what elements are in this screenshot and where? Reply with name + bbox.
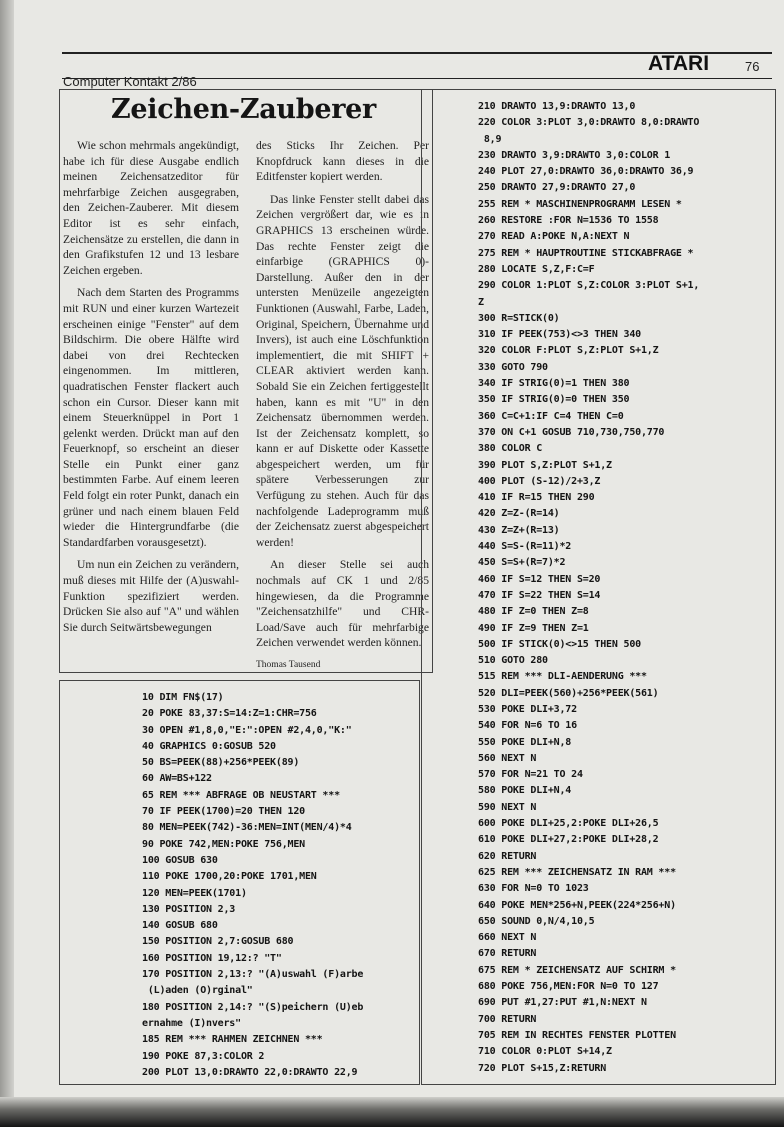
code-line: 330 GOTO 790 (478, 361, 548, 373)
code-line: 8,9 (478, 133, 502, 145)
code-line: 680 POKE 756,MEN:FOR N=0 TO 127 (478, 981, 659, 993)
code-line: 370 ON C+1 GOSUB 710,730,750,770 (478, 426, 665, 438)
code-line: 350 IF STRIG(0)=0 THEN 350 (478, 394, 630, 406)
paragraph: Das linke Fenster stellt dabei das Zeichen vergrößert dar, wie es in GRAPHICS 13 erscheinen würde. Das rechte Fenster zeigt die einfarbige (GRAPHICS 0)-Darstellung. Außer den in der untersten Menüzeile angezeigten Funktionen (Auswahl, Farbe, Laden, Original, Speichern, Übernahme und Invers), ist auch eine Löschfunktion implementiert, die mit SHIFT + CLEAR aktiviert werden kann. Sobald Sie ein Zeichen fertiggestellt haben, kann es mit "U" in den Zeichensatz übernommen werden. Ist der Zeichensatz komplett, so kann er auf Diskette oder Kassette abgespeichert werden, um für spätere Verbesserungen zur Verfügung zu stehen. Auch für das nachfolgende Ladeprogramm muß der Zeichensatz zuerst abgespeichert werden! (256, 192, 429, 549)
code-line: 30 OPEN #1,8,0,"E:":OPEN #2,4,0,"K:" (142, 724, 352, 736)
code-line: 490 IF Z=9 THEN Z=1 (478, 622, 589, 634)
section-title: ATARI (648, 52, 710, 75)
code-line: 630 FOR N=0 TO 1023 (478, 883, 589, 895)
code-line: 130 POSITION 2,3 (142, 903, 236, 915)
code-line: 80 MEN=PEEK(742)-36:MEN=INT(MEN/4)*4 (142, 822, 352, 834)
code-line: 580 POKE DLI+N,4 (478, 785, 572, 797)
code-line: 550 POKE DLI+N,8 (478, 736, 572, 748)
code-line: 320 COLOR F:PLOT S,Z:PLOT S+1,Z (478, 345, 659, 357)
paragraph: Nach dem Starten des Programms mit RUN und einer kurzen Wartezeit erscheinen einige "Fenster" auf dem Bildschirm. Die obere Hälfte wird dabei von drei Rechtecken eingenommen. Im mittleren, quadratischen Fenster flackert auch schon ein Cursor. Dieser kann mit einem Steuerknüppel in Port 1 gelenkt werden. Drückt man auf den Feuerknopf, so erscheint an dieser Stelle ein Punkt einer ganz bestimmten Farbe. Auf einem leeren Feld folgt ein roter Punkt, danach ein grüner und nach einem blauen Feld wieder die Hintergrundfarbe (die Standardfarben vorausgesetzt). (63, 286, 239, 549)
code-line: 720 PLOT S+15,Z:RETURN (478, 1062, 607, 1074)
code-line: 670 RETURN (478, 948, 537, 960)
code-line: (L)aden (O)rginal" (142, 985, 253, 997)
code-line: 430 Z=Z+(R=13) (478, 524, 560, 536)
code-line: 600 POKE DLI+25,2:POKE DLI+26,5 (478, 818, 659, 830)
code-line: 200 PLOT 13,0:DRAWTO 22,0:DRAWTO 22,9 (142, 1066, 358, 1078)
code-line: 390 PLOT S,Z:PLOT S+1,Z (478, 459, 612, 471)
code-line: 120 MEN=PEEK(1701) (142, 887, 247, 899)
code-line: 300 R=STICK(0) (478, 312, 560, 324)
code-line: 660 NEXT N (478, 932, 537, 944)
code-line: 480 IF Z=0 THEN Z=8 (478, 606, 589, 618)
code-line: 700 RETURN (478, 1013, 537, 1025)
code-line: 515 REM *** DLI-AENDERUNG *** (478, 671, 647, 683)
code-line: 540 FOR N=6 TO 16 (478, 720, 577, 732)
article-column-2 (256, 138, 429, 681)
code-line: 65 REM *** ABFRAGE OB NEUSTART *** (142, 789, 340, 801)
code-line: 270 READ A:POKE N,A:NEXT N (478, 231, 630, 243)
code-line: 160 POSITION 19,12:? "T" (142, 952, 282, 964)
code-line: 180 POSITION 2,14:? "(S)peichern (U)eb (142, 1001, 364, 1013)
code-line: ernahme (I)nvers" (142, 1017, 241, 1029)
code-line: 440 S=S-(R=11)*2 (478, 541, 572, 553)
code-line: Z (478, 296, 484, 308)
code-line: 640 POKE MEN*256+N,PEEK(224*256+N) (478, 899, 676, 911)
code-line: 530 POKE DLI+3,72 (478, 703, 577, 715)
author-name: Thomas Tausend (256, 660, 321, 670)
code-line: 610 POKE DLI+27,2:POKE DLI+28,2 (478, 834, 659, 846)
page-number: 76 (745, 59, 760, 74)
article-title: Zeichen-Zauberer (111, 94, 376, 125)
code-line: 570 FOR N=21 TO 24 (478, 769, 583, 781)
code-line: 260 RESTORE :FOR N=1536 TO 1558 (478, 215, 659, 227)
code-line: 230 DRAWTO 3,9:DRAWTO 3,0:COLOR 1 (478, 149, 671, 161)
code-line: 90 POKE 742,MEN:POKE 756,MEN (142, 838, 305, 850)
code-line: 60 AW=BS+122 (142, 773, 212, 785)
code-line: 620 RETURN (478, 850, 537, 862)
magazine-issue: Computer Kontakt 2/86 (63, 74, 197, 89)
code-line: 500 IF STICK(0)<>15 THEN 500 (478, 638, 641, 650)
code-line: 650 SOUND 0,N/4,10,5 (478, 915, 595, 927)
code-line: 460 IF S=12 THEN S=20 (478, 573, 601, 585)
code-line: 400 PLOT (S-12)/2+3,Z (478, 475, 601, 487)
code-line: 280 LOCATE S,Z,F:C=F (478, 263, 595, 275)
code-line: 710 COLOR 0:PLOT S+14,Z (478, 1046, 612, 1058)
code-line: 250 DRAWTO 27,9:DRAWTO 27,0 (478, 182, 636, 194)
code-line: 310 IF PEEK(753)<>3 THEN 340 (478, 329, 641, 341)
code-listing-right (478, 99, 699, 1077)
code-line: 70 IF PEEK(1700)=20 THEN 120 (142, 806, 305, 818)
code-line: 520 DLI=PEEK(560)+256*PEEK(561) (478, 687, 659, 699)
code-line: 410 IF R=15 THEN 290 (478, 492, 595, 504)
code-line: 150 POSITION 2,7:GOSUB 680 (142, 936, 294, 948)
code-line: 240 PLOT 27,0:DRAWTO 36,0:DRAWTO 36,9 (478, 166, 694, 178)
code-line: 590 NEXT N (478, 801, 537, 813)
code-line: 290 COLOR 1:PLOT S,Z:COLOR 3:PLOT S+1, (478, 280, 700, 292)
paragraph: Um nun ein Zeichen zu verändern, muß dieses mit Hilfe der (A)uswahl-Funktion spezifiziert werden. Drücken Sie also auf "A" und wählen Sie durch Seitwärtsbewegungen (63, 558, 239, 634)
code-line: 420 Z=Z-(R=14) (478, 508, 560, 520)
code-line: 210 DRAWTO 13,9:DRAWTO 13,0 (478, 101, 636, 112)
code-line: 360 C=C+1:IF C=4 THEN C=0 (478, 410, 624, 422)
code-line: 50 BS=PEEK(88)+256*PEEK(89) (142, 757, 300, 769)
code-line: 450 S=S+(R=7)*2 (478, 557, 566, 569)
code-line: 340 IF STRIG(0)=1 THEN 380 (478, 378, 630, 390)
code-line: 690 PUT #1,27:PUT #1,N:NEXT N (478, 997, 647, 1009)
page-binding-shadow (0, 0, 14, 1127)
code-line: 705 REM IN RECHTES FENSTER PLOTTEN (478, 1029, 676, 1041)
code-line: 190 POKE 87,3:COLOR 2 (142, 1050, 265, 1062)
code-line: 10 DIM FN$(17) (142, 692, 224, 703)
code-line: 470 IF S=22 THEN S=14 (478, 589, 601, 601)
code-line: 255 REM * MASCHINENPROGRAMM LESEN * (478, 198, 682, 210)
code-line: 625 REM *** ZEICHENSATZ IN RAM *** (478, 866, 676, 878)
code-line: 220 COLOR 3:PLOT 3,0:DRAWTO 8,0:DRAWTO (478, 117, 700, 129)
code-line: 40 GRAPHICS 0:GOSUB 520 (142, 740, 276, 752)
code-line: 185 REM *** RAHMEN ZEICHNEN *** (142, 1034, 323, 1046)
code-line: 100 GOSUB 630 (142, 854, 218, 866)
scan-edge-shadow (0, 1097, 784, 1127)
code-line: 675 REM * ZEICHENSATZ AUF SCHIRM * (478, 964, 676, 976)
code-line: 510 GOTO 280 (478, 655, 548, 667)
code-line: 110 POKE 1700,20:POKE 1701,MEN (142, 871, 317, 883)
article-column-1 (63, 138, 239, 642)
code-line: 275 REM * HAUPTROUTINE STICKABFRAGE * (478, 247, 694, 259)
code-line: 380 COLOR C (478, 443, 543, 455)
code-line: 170 POSITION 2,13:? "(A)uswahl (F)arbe (142, 969, 364, 981)
code-listing-left (142, 690, 363, 1081)
paragraph: Wie schon mehrmals angekündigt, habe ich für diese Ausgabe endlich meinen Zeichensatzeditor für mehrfarbige Zeichen ausgegraben, den Zeichen-Zauberer. Mit diesem Editor ist es sehr einfach, Zeichensätze zu erstellen, die dann in den Grafikstufen 12 und 13 lesbare Zeichen ergeben. (63, 139, 239, 277)
code-line: 560 NEXT N (478, 752, 537, 764)
paragraph: An dieser Stelle sei auch nochmals auf CK 1 und 2/85 hingewiesen, da die Programme "Zeichensatzhilfe" und CHR-Load/Save auch für mehrfarbige Zeichen verwendet werden können. (256, 558, 429, 650)
paragraph: des Sticks Ihr Zeichen. Per Knopfdruck kann dieses in die Editfenster kopiert werden. (256, 139, 429, 184)
code-line: 20 POKE 83,37:S=14:Z=1:CHR=756 (142, 708, 317, 720)
code-line: 140 GOSUB 680 (142, 920, 218, 932)
